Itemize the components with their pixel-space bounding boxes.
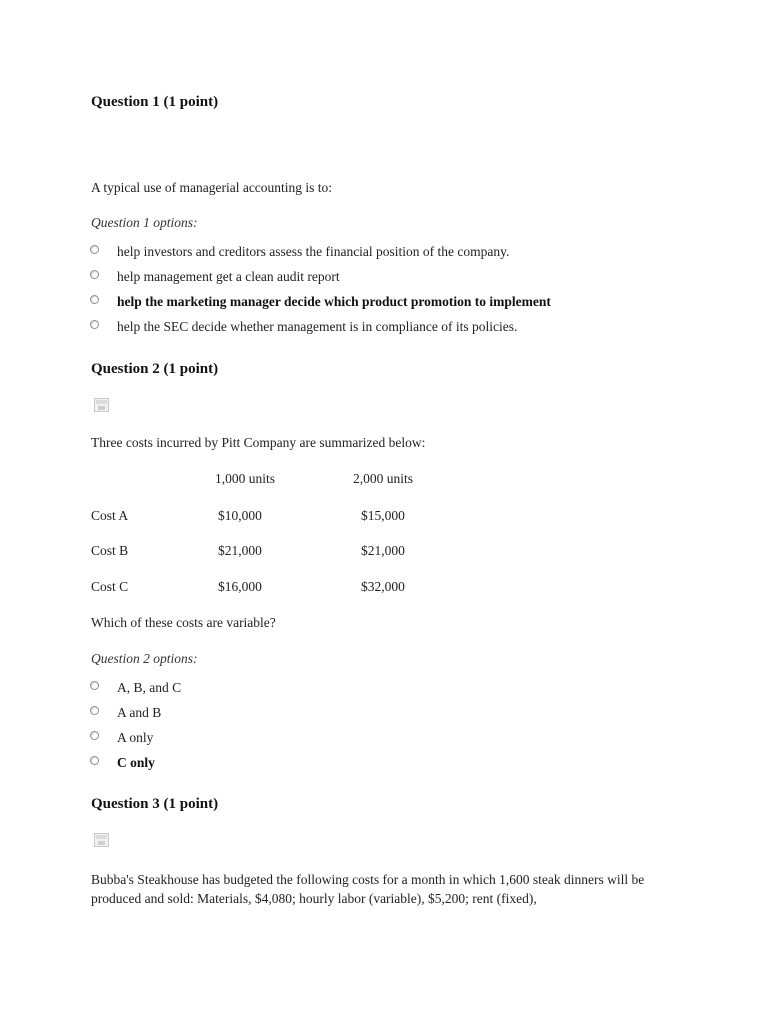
question-1-option-3[interactable] — [90, 293, 551, 311]
radio-button[interactable] — [90, 681, 99, 690]
option-text: help investors and creditors assess the financial position of the company. — [117, 244, 510, 259]
question-2-prompt: Which of these costs are variable? — [91, 615, 276, 630]
table-cell: $10,000 — [218, 508, 262, 523]
question-2-options-label: Question 2 options: — [91, 651, 198, 666]
radio-button[interactable] — [90, 756, 99, 765]
option-text: A only — [117, 730, 154, 745]
column-header: 1,000 units — [215, 471, 276, 486]
question-2-intro: Three costs incurred by Pitt Company are summarized below: — [91, 435, 426, 450]
option-text: A and B — [117, 705, 162, 720]
question-1-prompt: A typical use of managerial accounting is to: — [91, 180, 333, 195]
question-3-heading: Question 3 (1 point) — [91, 796, 219, 812]
table-cell: $16,000 — [218, 579, 262, 594]
radio-button[interactable] — [90, 270, 99, 279]
question-2-option-2[interactable] — [90, 704, 161, 722]
row-label: Cost C — [91, 579, 129, 594]
question-1-options-label: Question 1 options: — [91, 215, 198, 230]
question-2-option-4[interactable] — [90, 754, 155, 772]
broken-image-icon — [94, 398, 109, 412]
option-text: help the marketing manager decide which product promotion to implement — [117, 294, 551, 309]
question-1-option-1[interactable] — [90, 243, 509, 261]
radio-button[interactable] — [90, 731, 99, 740]
question-2-option-3[interactable] — [90, 729, 153, 747]
table-cell: $21,000 — [218, 543, 262, 558]
question-1-heading: Question 1 (1 point) — [91, 94, 219, 110]
table-cell: $21,000 — [361, 543, 405, 558]
radio-button[interactable] — [90, 295, 99, 304]
question-2-option-1[interactable] — [90, 679, 181, 697]
radio-button[interactable] — [90, 320, 99, 329]
radio-button[interactable] — [90, 706, 99, 715]
option-text: help management get a clean audit report — [117, 269, 340, 284]
row-label: Cost A — [91, 508, 129, 523]
broken-image-icon — [94, 833, 109, 847]
question-1-option-2[interactable] — [90, 268, 340, 286]
question-3-text: Bubba's Steakhouse has budgeted the following costs for a month in which 1,600 steak dinners will be produced and sold: Materials, $4,080; hourly labor (variable), $5,200; rent (fixed), — [91, 872, 645, 906]
option-text: A, B, and C — [117, 680, 182, 695]
table-cell: $15,000 — [361, 508, 405, 523]
column-header: 2,000 units — [353, 471, 414, 486]
option-text: help the SEC decide whether management is in compliance of its policies. — [117, 319, 518, 334]
table-cell: $32,000 — [361, 579, 405, 594]
row-label: Cost B — [91, 543, 129, 558]
question-1-option-4[interactable] — [90, 318, 517, 336]
question-2-heading: Question 2 (1 point) — [91, 361, 219, 377]
option-text: C only — [117, 755, 155, 770]
radio-button[interactable] — [90, 245, 99, 254]
